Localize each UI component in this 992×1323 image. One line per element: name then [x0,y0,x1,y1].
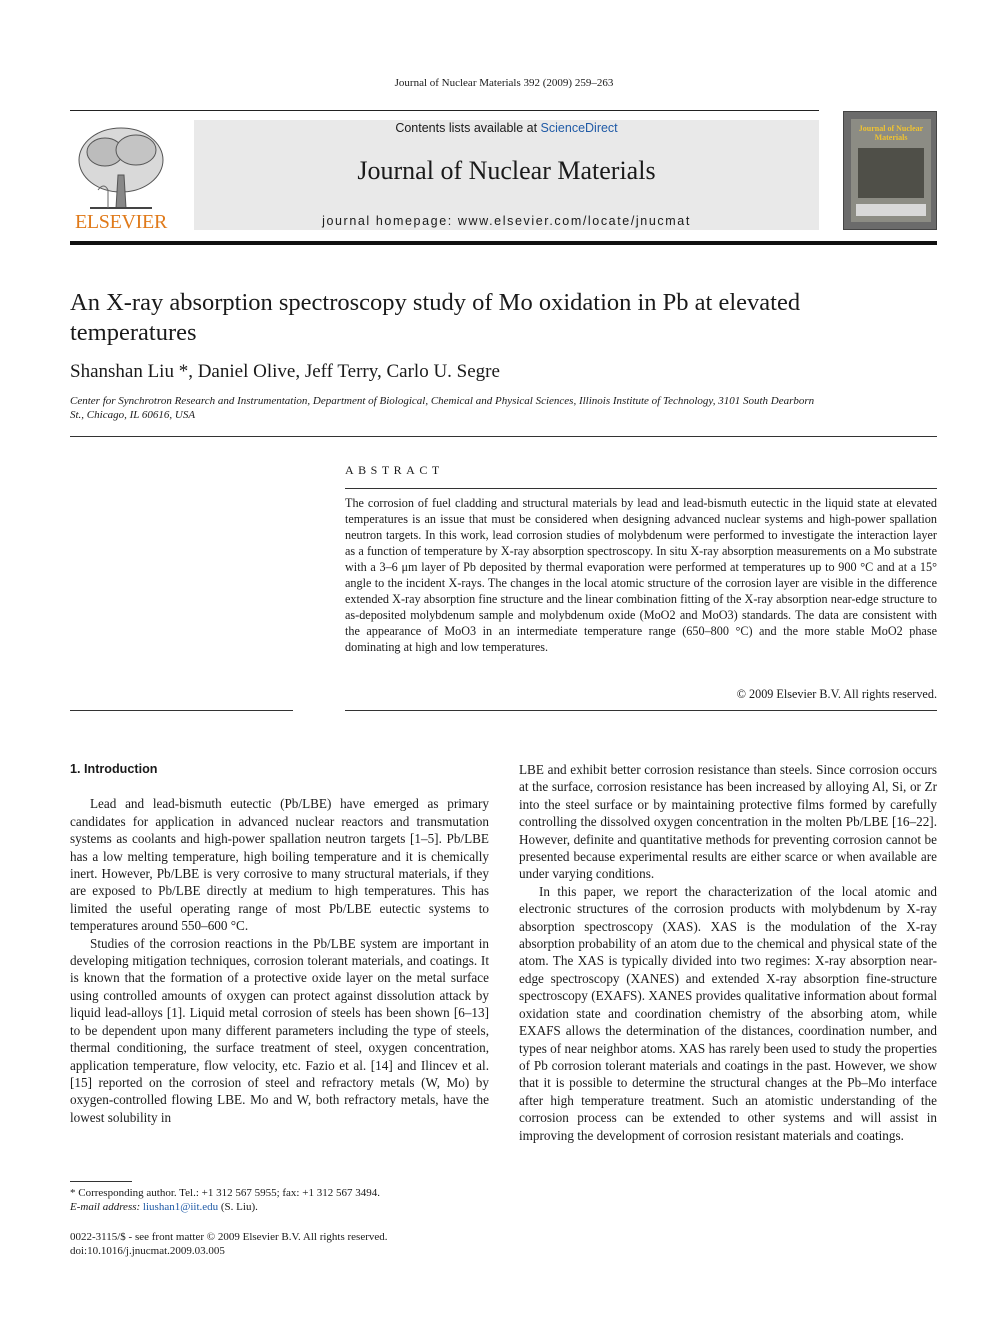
copyright-notice: © 2009 Elsevier B.V. All rights reserved. [736,687,937,701]
paragraph: In this paper, we report the characterization of the local atomic and electronic structures of the corrosion products with molybdenum by X-ray absorption spectroscopy (XAS). XAS is the modulation of the X-ray absorption probability of an atom due to the chemical and physical state of the atom. The XAS is typically divided into two regimes: X-ray absorption near-edge spectroscopy (XANES) and extended X-ray absorption fine-structure spectroscopy (EXAFS). XANES provides qualitative information about formal oxidation state and coordination chemistry of the absorbing atom, while EXAFS allows the determination of the distances, coordination number, and types of near neighbor atoms. XAS has rarely been used to study the properties of Pb corrosion tolerant materials and coatings in the past. However, we show that it is possible to determine the structural changes at the Pb–Mo interface after high temperature treatment. Such an atomistic understanding of the corrosion process can be extended to other systems and will assist in improving the development of corrosion resistant materials and coatings. [519,883,937,1143]
journal-title: Journal of Nuclear Materials [357,156,656,185]
body-column-left [70,761,489,1126]
paragraph: LBE and exhibit better corrosion resistance than steels. Since corrosion occurs at the surface, corrosion resistance has been increased by alloying Al, Si, or Zr into the steel surface or by maintaining protective films formed by carefully controlling the dissolved oxygen concentration in the molten Pb/LBE [16–22]. However, definite and quantitative methods for preventing corrosion cannot be presented because experimental results are either scarce or when available are under varying conditions. [519,762,937,882]
article-authors: Shanshan Liu *, Daniel Olive, Jeff Terry, Carlo U. Segre [70,361,500,382]
section-heading: 1. Introduction [70,762,158,776]
abstract-bottom-rule [345,710,937,711]
elsevier-wordmark: ELSEVIER [74,211,168,233]
doi-line[interactable]: doi:10.1016/j.jnucmat.2009.03.005 [70,1245,225,1257]
corresponding-author: * Corresponding author. Tel.: +1 312 567 5955; fax: +1 312 567 3494. [70,1187,380,1199]
contents-line [194,121,819,135]
footnote-rule [70,1181,132,1182]
email-label: E-mail address: [70,1201,141,1213]
left-column-rule [70,710,293,711]
cover-footer-bar [856,204,926,216]
journal-homepage[interactable]: journal homepage: www.elsevier.com/locate/jnucmat [322,214,691,228]
email-link[interactable]: liushan1@iit.edu [142,1201,219,1213]
header-rule [70,110,819,111]
cover-image [858,148,924,198]
contents-prefix: Contents lists available at [395,121,538,135]
journal-cover-thumbnail[interactable] [843,111,937,230]
masthead-thick-rule [70,241,937,245]
section-rule [70,436,937,437]
article-title: An X-ray absorption spectroscopy study of Mo oxidation in Pb at elevated temperatures [70,289,801,346]
issn-block [70,1230,489,1258]
abstract-rule [345,488,937,489]
abstract-text: The corrosion of fuel cladding and structural materials by lead and lead-bismuth eutectic in the liquid state at elevated temperatures is an issue that must be considered when designing advanced nuclear systems and high-power spallation neutron targets. In this work, lead corrosion studies of molybdenum were performed to investigate the interaction layer as a function of temperature by X-ray absorption spectroscopy. In situ X-ray absorption measurements on a Mo substrate with a 3–6 μm layer of Pb deposited by thermal evaporation were performed at temperatures up to 900 °C and at a 15° angle to the incident X-rays. The changes in the local atomic structure of the corrosion layer are visible in the difference extended X-ray absorption fine structure and the linear combination fitting of the X-ray absorption near-edge structure to as-deposited molybdenum sample and molybdenum oxide (MoO2 and MoO3) standards. The data are consistent with the appearance of MoO3 in an intermediate temperature range (650–800 °C) and the more stable MoO2 phase dominating at high and low temperatures. [345,496,937,654]
paragraph: Studies of the corrosion reactions in the Pb/LBE system are important in developing mitigation techniques, corrosion tolerant materials, and coatings. It is known that the formation of a protective oxide layer on the metal surface using controlled amounts of oxygen can protect against dissolution attack by liquid lead-alloys [1]. Liquid metal corrosion of steels has been shown [6–13] to be dependent upon many different parameters including the type of steels, thermal conditioning, the surface treatment of steel, oxygen concentration, application temperature, flow velocity, etc. Fazio et al. [14] and Ilincev et al. [15] reported on the corrosion of steel and refractory metals (W, Mo) by oxygen-controlled flowing LBE. Mo and W, both refractory metals, have the lowest solubility in [70,935,489,1125]
journal-citation: Journal of Nuclear Materials 392 (2009) 259–263 [394,77,614,89]
author-affiliation: Center for Synchrotron Research and Instrumentation, Department of Biological, Chemical and Physical Sciences, Illinois Institute of Technology, 3101 South Dearborn St., Chicago, IL 60616, USA [70,395,815,421]
body-column-right [519,761,937,1144]
issn-line: 0022-3115/$ - see front matter © 2009 Elsevier B.V. All rights reserved. [70,1231,388,1243]
footnote [70,1186,489,1214]
sciencedirect-link[interactable]: ScienceDirect [540,121,618,135]
paragraph: Lead and lead-bismuth eutectic (Pb/LBE) have emerged as primary candidates for application in advanced nuclear reactors and transmutation systems as coolants and high-power spallation neutron targets [1–5]. Pb/LBE has a low melting temperature, high boiling temperature and it is chemically inert. However, Pb/LBE is very corrosive to many structural materials, if they are exposed to Pb/LBE directly at medium to high temperatures. This has limited the useful operating range of most Pb/LBE eutectic systems to temperatures around 550–600 °C. [70,796,489,934]
email-suffix: (S. Liu). [220,1201,258,1213]
email-line [70,1200,489,1214]
abstract-heading: ABSTRACT [345,463,444,477]
cover-title: Journal of Nuclear Materials [858,124,924,142]
